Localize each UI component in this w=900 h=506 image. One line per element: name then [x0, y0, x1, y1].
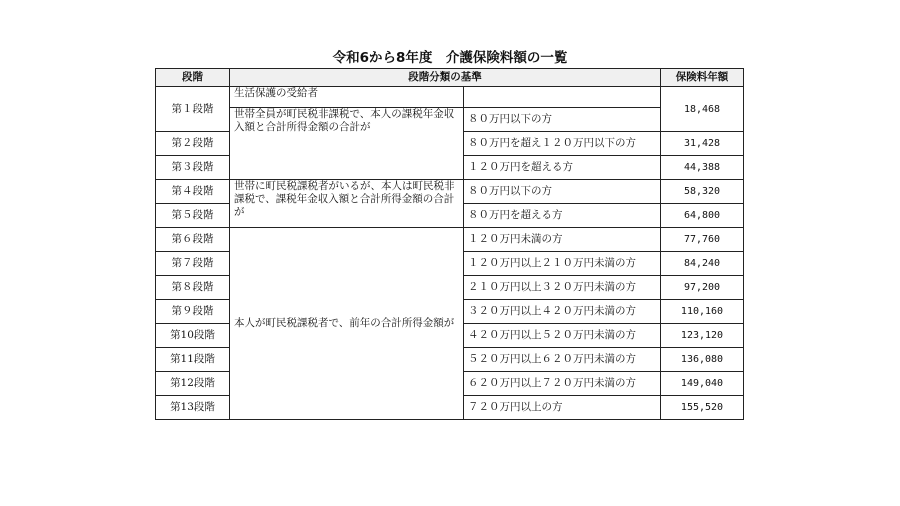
amount-cell: 136,080	[661, 348, 744, 372]
income-cell: １２０万円未満の方	[464, 228, 661, 252]
amount-cell: 110,160	[661, 300, 744, 324]
stage-cell: 第11段階	[156, 348, 230, 372]
income-cell: ８０万円以下の方	[464, 108, 661, 132]
basis-cell-household-exempt: 世帯全員が町民税非課税で、本人の課税年金収入額と合計所得金額の合計が	[230, 108, 464, 180]
stage-cell: 第12段階	[156, 372, 230, 396]
stage-cell: 第13段階	[156, 396, 230, 420]
amount-cell: 31,428	[661, 132, 744, 156]
header-stage: 段階	[156, 69, 230, 87]
income-cell	[464, 87, 661, 108]
amount-cell: 123,120	[661, 324, 744, 348]
stage-cell: 第９段階	[156, 300, 230, 324]
amount-cell: 58,320	[661, 180, 744, 204]
basis-cell-self-taxed: 本人が町民税課税者で、前年の合計所得金額が	[230, 228, 464, 420]
income-cell: ２１０万円以上３２０万円未満の方	[464, 276, 661, 300]
income-cell: ５２０万円以上６２０万円未満の方	[464, 348, 661, 372]
table-row	[156, 108, 744, 132]
amount-cell: 77,760	[661, 228, 744, 252]
stage-cell: 第10段階	[156, 324, 230, 348]
basis-cell-household-taxed: 世帯に町民税課税者がいるが、本人は町民税非課税で、課税年金収入額と合計所得金額の合計が	[230, 180, 464, 228]
stage-cell: 第６段階	[156, 228, 230, 252]
income-cell: ８０万円を超える方	[464, 204, 661, 228]
premium-table	[155, 68, 744, 420]
stage-cell: 第５段階	[156, 204, 230, 228]
header-basis: 段階分類の基準	[230, 69, 661, 87]
stage-cell: 第７段階	[156, 252, 230, 276]
income-cell: １２０万円以上２１０万円未満の方	[464, 252, 661, 276]
amount-cell: 149,040	[661, 372, 744, 396]
income-cell: ６２０万円以上７２０万円未満の方	[464, 372, 661, 396]
income-cell: １２０万円を超える方	[464, 156, 661, 180]
table-header-row	[156, 69, 744, 87]
income-cell: ４２０万円以上５２０万円未満の方	[464, 324, 661, 348]
amount-cell: 44,388	[661, 156, 744, 180]
stage-cell: 第４段階	[156, 180, 230, 204]
header-amount: 保険料年額	[661, 69, 744, 87]
income-cell: ３２０万円以上４２０万円未満の方	[464, 300, 661, 324]
stage-cell: 第１段階	[156, 87, 230, 132]
amount-cell: 64,800	[661, 204, 744, 228]
table-row	[156, 180, 744, 204]
amount-cell: 155,520	[661, 396, 744, 420]
stage-cell: 第８段階	[156, 276, 230, 300]
table-row	[156, 228, 744, 252]
stage-cell: 第３段階	[156, 156, 230, 180]
table-row	[156, 87, 744, 108]
stage-cell: 第２段階	[156, 132, 230, 156]
income-cell: ７２０万円以上の方	[464, 396, 661, 420]
page-title: 令和6から8年度 介護保険料額の一覧	[332, 50, 568, 66]
amount-cell: 84,240	[661, 252, 744, 276]
basis-cell-welfare: 生活保護の受給者	[230, 87, 464, 108]
income-cell: ８０万円以下の方	[464, 180, 661, 204]
amount-cell: 18,468	[661, 87, 744, 132]
amount-cell: 97,200	[661, 276, 744, 300]
income-cell: ８０万円を超え１２０万円以下の方	[464, 132, 661, 156]
